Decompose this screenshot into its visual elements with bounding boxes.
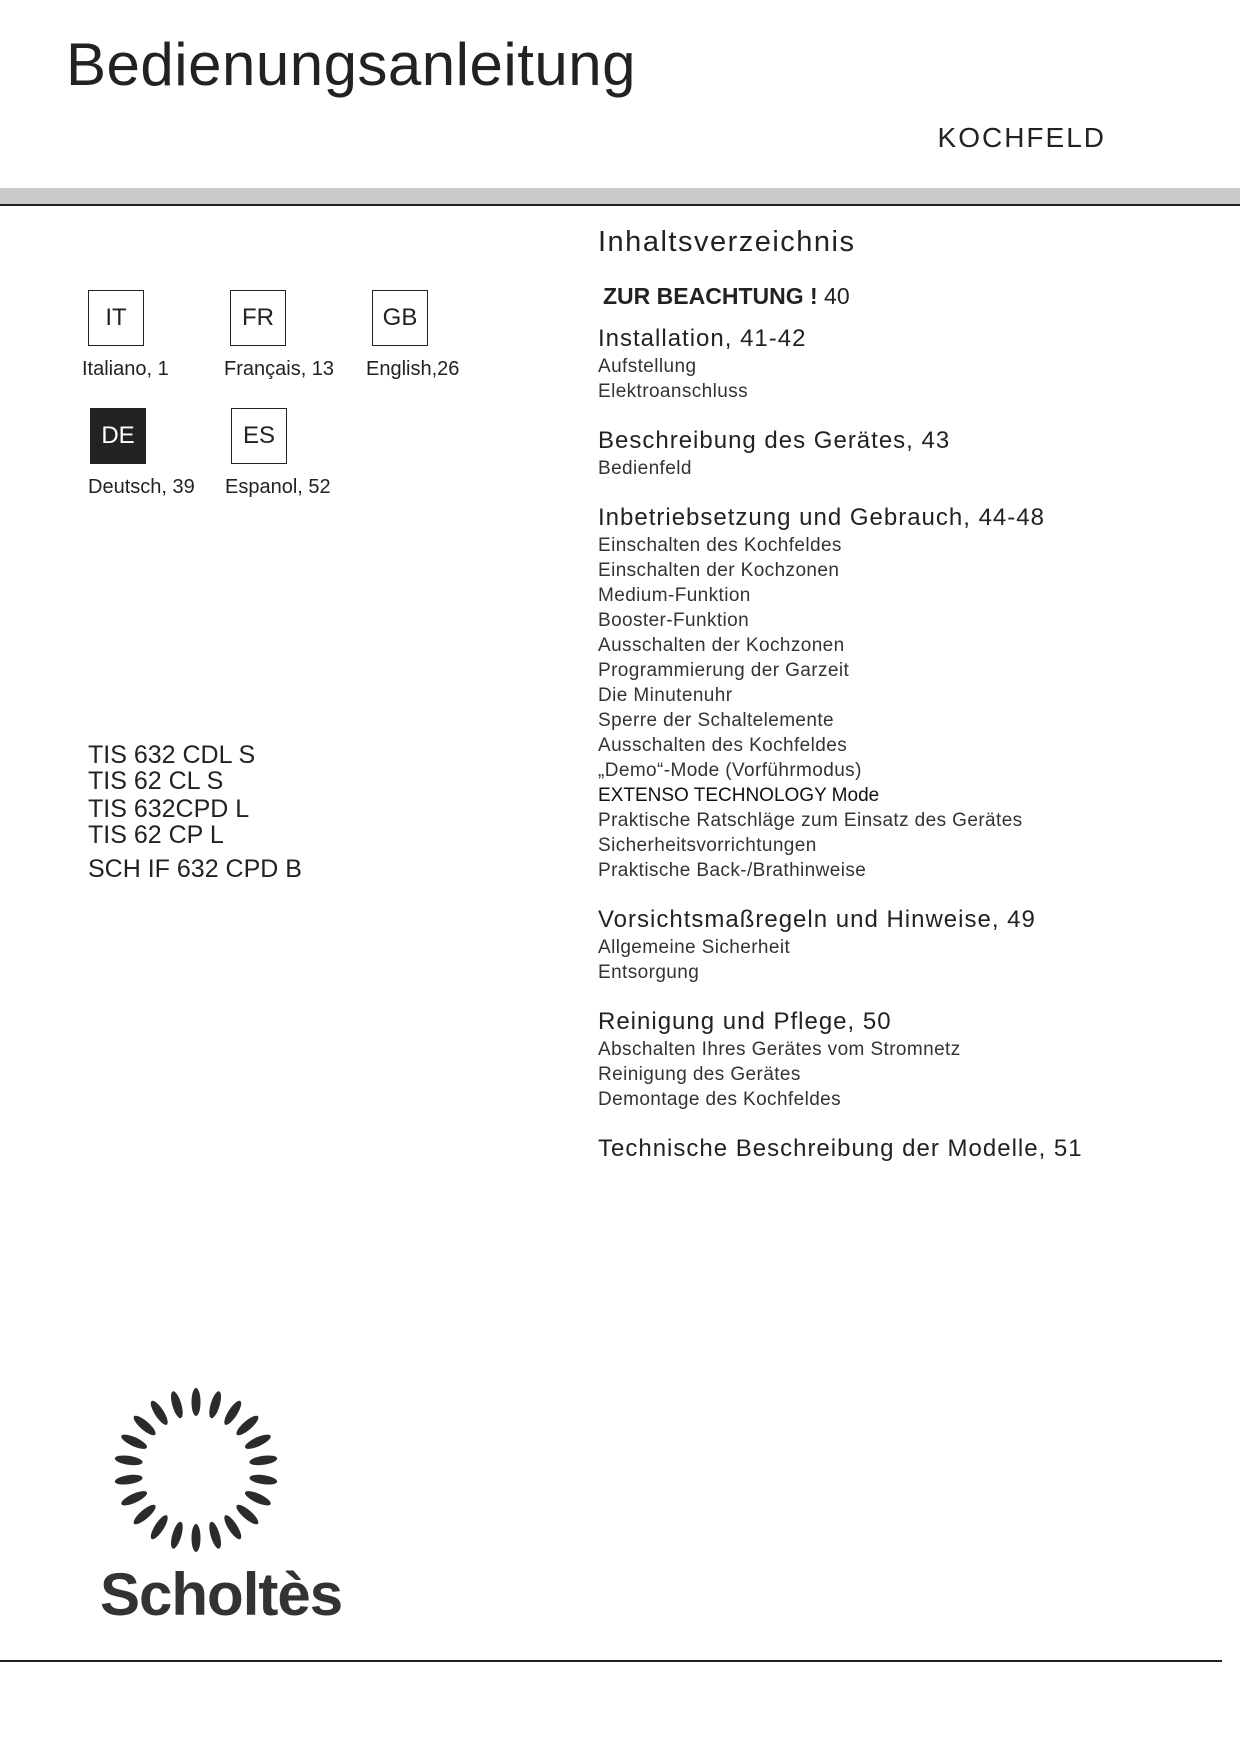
model-name: TIS 62 CL S xyxy=(88,767,224,795)
toc-item: Booster-Funktion xyxy=(598,610,750,631)
model-name: SCH IF 632 CPD B xyxy=(88,855,302,883)
toc-item: Die Minutenuhr xyxy=(598,685,733,706)
toc-item: Sperre der Schaltelemente xyxy=(598,710,835,731)
toc-section-title: Inbetriebsetzung und Gebrauch, 44-48 xyxy=(598,504,1045,531)
toc-item: Bedienfeld xyxy=(598,458,692,479)
toc-section-title: Beschreibung des Gerätes, 43 xyxy=(598,427,951,454)
sun-ray xyxy=(120,1432,149,1452)
sun-ray xyxy=(234,1502,261,1527)
table-of-contents xyxy=(598,226,1218,1186)
language-code-box: ES xyxy=(231,408,287,464)
toc-item: Demontage des Kochfeldes xyxy=(598,1089,842,1110)
toc-item: Allgemeine Sicherheit xyxy=(598,937,791,958)
toc-item: Abschalten Ihres Gerätes vom Stromnetz xyxy=(598,1039,961,1060)
toc-item: Programmierung der Garzeit xyxy=(598,660,850,681)
brand-logo-wordmark: Scholtès xyxy=(100,1561,343,1628)
toc-section-installation[interactable] xyxy=(598,324,1218,404)
footer-divider xyxy=(0,1660,1222,1662)
toc-item: Reinigung des Gerätes xyxy=(598,1064,801,1085)
toc-section-title: Technische Beschreibung der Modelle, 51 xyxy=(598,1135,1083,1162)
sun-ray xyxy=(207,1390,224,1419)
sun-ray xyxy=(131,1413,158,1438)
sun-ray xyxy=(169,1390,186,1419)
sun-ray xyxy=(114,1473,143,1486)
model-name: TIS 632CPD L xyxy=(88,795,250,823)
toc-section-title: Reinigung und Pflege, 50 xyxy=(598,1008,892,1035)
toc-item: Praktische Back-/Brathinweise xyxy=(598,860,867,881)
sun-ray xyxy=(243,1488,272,1508)
language-gb[interactable] xyxy=(366,290,460,380)
toc-item: Sicherheitsvorrichtungen xyxy=(598,835,817,856)
document-subtitle: KOCHFELD xyxy=(937,122,1106,153)
toc-section-reinigung[interactable] xyxy=(598,1007,1218,1112)
toc-section-vorsicht[interactable] xyxy=(598,905,1218,985)
toc-item: „Demo“-Mode (Vorführmodus) xyxy=(598,760,862,781)
sun-ray xyxy=(243,1432,272,1452)
language-label: Deutsch, 39 xyxy=(88,476,195,498)
toc-item: Medium-Funktion xyxy=(598,585,751,606)
header-divider xyxy=(0,204,1240,206)
language-code-box: GB xyxy=(372,290,428,346)
language-label: Espanol, 52 xyxy=(225,476,331,498)
header-band xyxy=(0,188,1240,204)
toc-section-title: Installation, 41-42 xyxy=(598,325,807,352)
language-code-box: IT xyxy=(88,290,144,346)
sun-ray xyxy=(249,1473,278,1486)
sun-ray xyxy=(221,1399,244,1427)
language-code-box: FR xyxy=(230,290,286,346)
toc-item: Aufstellung xyxy=(598,356,697,377)
sun-ray xyxy=(221,1513,244,1541)
sun-ray xyxy=(207,1521,224,1550)
language-code-box-active: DE xyxy=(90,408,146,464)
toc-item: EXTENSO TECHNOLOGY Mode xyxy=(598,785,880,806)
sun-ray xyxy=(148,1399,171,1427)
language-it[interactable] xyxy=(82,290,169,380)
language-label: Français, 13 xyxy=(224,358,335,380)
toc-heading: Inhaltsverzeichnis xyxy=(598,226,856,258)
sun-ray xyxy=(249,1454,278,1467)
sun-ray xyxy=(114,1454,143,1467)
toc-section-technische[interactable] xyxy=(598,1134,1218,1164)
language-label: English,26 xyxy=(366,358,460,380)
warning-label: ZUR BEACHTUNG ! xyxy=(603,283,818,309)
sun-ray xyxy=(148,1513,171,1541)
toc-item: Entsorgung xyxy=(598,962,700,983)
sun-ray xyxy=(192,1388,201,1416)
toc-section-beschreibung[interactable] xyxy=(598,426,1218,481)
language-label: Italiano, 1 xyxy=(82,358,169,380)
model-name: TIS 632 CDL S xyxy=(88,741,256,769)
language-de[interactable] xyxy=(88,408,195,498)
sun-ray xyxy=(169,1521,186,1550)
toc-item: Praktische Ratschläge zum Einsatz des Gerätes xyxy=(598,810,1023,831)
toc-item: Elektroanschluss xyxy=(598,381,749,402)
language-fr[interactable] xyxy=(224,290,335,380)
sun-ray xyxy=(120,1488,149,1508)
toc-item: Ausschalten des Kochfeldes xyxy=(598,735,848,756)
toc-warning[interactable] xyxy=(603,283,1218,310)
toc-section-title: Vorsichtsmaßregeln und Hinweise, 49 xyxy=(598,906,1036,933)
sun-ray xyxy=(234,1413,261,1438)
toc-item: Einschalten der Kochzonen xyxy=(598,560,840,581)
language-es[interactable] xyxy=(225,408,331,498)
sun-ray xyxy=(131,1502,158,1527)
document-title: Bedienungsanleitung xyxy=(66,31,636,98)
model-name: TIS 62 CP L xyxy=(88,821,224,849)
sun-ray xyxy=(192,1524,201,1552)
model-list xyxy=(88,742,302,882)
warning-page: 40 xyxy=(817,283,850,309)
sun-logo-icon xyxy=(96,1370,296,1570)
toc-section-inbetriebsetzung[interactable] xyxy=(598,503,1218,883)
toc-item: Einschalten des Kochfeldes xyxy=(598,535,842,556)
toc-item: Ausschalten der Kochzonen xyxy=(598,635,845,656)
